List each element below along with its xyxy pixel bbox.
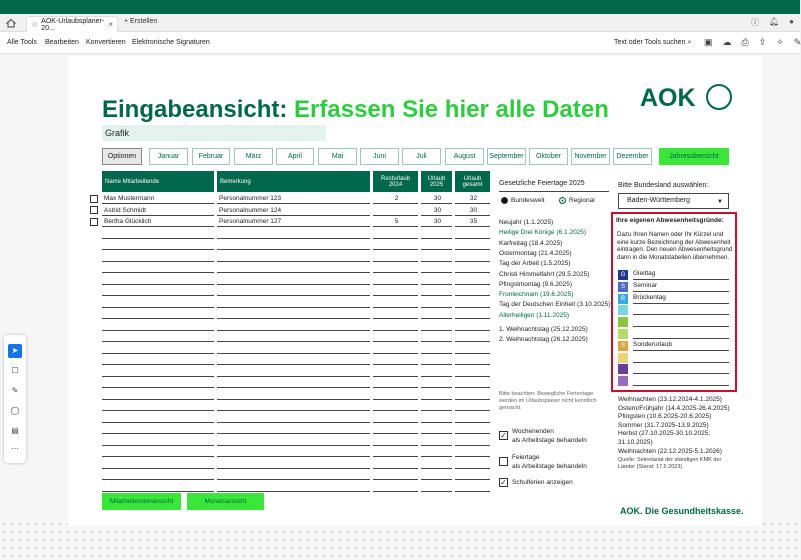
checkbox-holidays-label-2: als Arbeitstage behandeln bbox=[512, 463, 587, 470]
table-row-line[interactable] bbox=[455, 307, 490, 308]
table-row-line[interactable] bbox=[455, 341, 490, 342]
bundesland-select[interactable] bbox=[618, 193, 729, 209]
pen-icon[interactable]: ✎ bbox=[11, 386, 19, 395]
table-cell-gesamt[interactable]: 35 bbox=[455, 216, 490, 227]
star-icon[interactable]: ☆ bbox=[31, 20, 39, 29]
side-toolbar bbox=[4, 335, 26, 463]
table-row-line[interactable] bbox=[421, 410, 452, 411]
table-row-line[interactable] bbox=[373, 376, 418, 377]
table-row-line[interactable] bbox=[102, 341, 214, 342]
table-row-line[interactable] bbox=[373, 491, 418, 492]
holiday-item: 1. Weihnachtstag (25.12.2025) bbox=[499, 326, 588, 333]
close-icon[interactable]: × bbox=[108, 20, 113, 29]
table-row-line[interactable] bbox=[455, 387, 490, 388]
menu-all-tools[interactable]: Alle Tools bbox=[7, 39, 37, 46]
new-tab-button[interactable]: + Erstellen bbox=[124, 18, 158, 25]
bundesland-value: Baden-Württemberg bbox=[627, 197, 691, 204]
table-row-line[interactable] bbox=[217, 410, 370, 411]
reason-color-swatch: G bbox=[618, 270, 628, 280]
table-row-line[interactable] bbox=[217, 295, 370, 296]
reason-color-swatch: B bbox=[618, 294, 628, 304]
table-row-line[interactable] bbox=[455, 364, 490, 365]
holiday-item: Fronleichnam (19.6.2025) bbox=[499, 291, 574, 299]
table-row-line[interactable] bbox=[217, 491, 370, 492]
table-row-line[interactable] bbox=[421, 479, 452, 480]
table-row-line[interactable] bbox=[421, 341, 452, 342]
table-row-line[interactable] bbox=[102, 410, 214, 411]
reason-input[interactable]: Gleittag bbox=[633, 269, 729, 280]
reason-input[interactable]: Sonderurlaub bbox=[633, 340, 729, 351]
text-edit-icon[interactable]: ▤ bbox=[11, 426, 19, 435]
table-row-line[interactable] bbox=[421, 433, 452, 434]
table-row-line[interactable] bbox=[102, 295, 214, 296]
tab-document[interactable] bbox=[26, 16, 118, 32]
checkbox-holidays[interactable] bbox=[499, 457, 508, 466]
holiday-item: Karfreitag (18.4.2025) bbox=[499, 239, 563, 247]
month-button-april[interactable]: April bbox=[276, 148, 314, 165]
table-row-line[interactable] bbox=[102, 387, 214, 388]
table-row-line[interactable] bbox=[421, 330, 452, 331]
table-row-line[interactable] bbox=[102, 399, 214, 400]
month-button-maerz[interactable]: März bbox=[234, 148, 273, 165]
table-row-line[interactable] bbox=[421, 422, 452, 423]
table-row-line[interactable] bbox=[455, 468, 490, 469]
table-row-line[interactable] bbox=[455, 410, 490, 411]
table-row-line[interactable] bbox=[421, 238, 452, 239]
reason-color-swatch bbox=[618, 317, 628, 327]
table-row-line[interactable] bbox=[373, 422, 418, 423]
table-row-line[interactable] bbox=[102, 456, 214, 457]
table-cell-name[interactable]: Max Mustermann bbox=[102, 193, 214, 204]
table-row-line[interactable] bbox=[102, 468, 214, 469]
tab-bar bbox=[0, 14, 800, 32]
checkbox-school-holidays[interactable]: ✓ bbox=[500, 478, 507, 487]
table-row-line[interactable] bbox=[373, 307, 418, 308]
table-row-line[interactable] bbox=[217, 341, 370, 342]
reason-color-swatch bbox=[618, 353, 628, 363]
table-row-line[interactable] bbox=[102, 445, 214, 446]
table-row-line[interactable] bbox=[373, 479, 418, 480]
holiday-item: Christi Himmelfahrt (29.5.2025) bbox=[499, 270, 590, 278]
table-row-line[interactable] bbox=[455, 330, 490, 331]
school-holiday-item: Sommer (31.7.2025-13.9.2025) bbox=[618, 421, 709, 429]
table-row-line[interactable] bbox=[421, 272, 452, 273]
title-dark: Eingabeansicht: bbox=[102, 96, 288, 123]
aok-tree-icon bbox=[706, 84, 732, 110]
table-cell-name[interactable]: Bertha Glücklich bbox=[102, 216, 214, 227]
holiday-item: Neujahr (1.1.2025) bbox=[499, 219, 554, 226]
table-row-line[interactable] bbox=[421, 399, 452, 400]
table-row-line[interactable] bbox=[421, 468, 452, 469]
school-holiday-item: Ostern/Frühjahr (14.4.2025-26.4.2025) bbox=[618, 404, 730, 412]
table-row-line[interactable] bbox=[217, 238, 370, 239]
upload-icon[interactable]: ☁ bbox=[722, 37, 732, 47]
month-button-september[interactable]: September bbox=[487, 148, 526, 165]
table-cell-gesamt[interactable]: 30 bbox=[455, 205, 490, 216]
table-row-line[interactable] bbox=[455, 353, 490, 354]
more-icon[interactable]: ⋯ bbox=[11, 444, 19, 453]
school-holiday-item: Herbst (27.10.2025-30.10.2025; bbox=[618, 430, 711, 438]
table-row-line[interactable] bbox=[373, 399, 418, 400]
table-row-line[interactable] bbox=[217, 272, 370, 273]
table-row-line[interactable] bbox=[102, 261, 214, 262]
table-row-line[interactable] bbox=[421, 387, 452, 388]
home-icon[interactable] bbox=[6, 18, 16, 28]
reason-input[interactable] bbox=[633, 375, 729, 386]
title-bar bbox=[0, 0, 800, 14]
table-row-line[interactable] bbox=[217, 318, 370, 319]
notification-icon[interactable]: 🔔︎ bbox=[769, 17, 780, 26]
table-row-line[interactable] bbox=[102, 330, 214, 331]
search-tools[interactable] bbox=[614, 39, 691, 47]
chevron-down-icon: ▼ bbox=[717, 199, 723, 205]
table-row-line[interactable] bbox=[217, 399, 370, 400]
table-row-line[interactable] bbox=[102, 353, 214, 354]
table-row-line[interactable] bbox=[373, 295, 418, 296]
table-row-line[interactable] bbox=[421, 249, 452, 250]
reason-input[interactable] bbox=[633, 328, 729, 339]
table-cell-rest[interactable] bbox=[373, 205, 418, 216]
share-icon[interactable]: ⇪ bbox=[758, 37, 767, 47]
header-rest: Resturlaub 2024 bbox=[373, 171, 418, 192]
absence-title: Ihre eigenen Abwesenheitsgründe: bbox=[616, 217, 724, 224]
reason-color-swatch: S bbox=[618, 282, 628, 292]
reason-color-swatch bbox=[618, 376, 628, 386]
new-tab-label: Erstellen bbox=[130, 18, 158, 25]
table-row-line[interactable] bbox=[421, 261, 452, 262]
table-row-line[interactable] bbox=[421, 307, 452, 308]
month-button-juni[interactable]: Juni bbox=[360, 148, 399, 165]
table-row-line[interactable] bbox=[421, 491, 452, 492]
table-row-line[interactable] bbox=[102, 284, 214, 285]
table-row-line[interactable] bbox=[102, 376, 214, 377]
table-row-line[interactable] bbox=[455, 445, 490, 446]
title-green: Erfassen Sie hier alle Daten bbox=[294, 96, 609, 123]
table-row-line[interactable] bbox=[217, 330, 370, 331]
month-button-mai[interactable]: Mai bbox=[318, 148, 357, 165]
school-holiday-item: Weihnachten (23.12.2024-4.1.2025) bbox=[618, 396, 722, 403]
school-holiday-item: Pfingsten (10.6.2025-20.6.2025) bbox=[618, 413, 712, 421]
print-icon[interactable]: ⎙ bbox=[741, 37, 749, 47]
table-row-line[interactable] bbox=[217, 456, 370, 457]
table-row-line[interactable] bbox=[102, 433, 214, 434]
table-row-line[interactable] bbox=[373, 261, 418, 262]
canvas-dots bbox=[0, 520, 800, 560]
radio-dot bbox=[501, 197, 508, 204]
year-overview-button[interactable]: Jahresübersicht bbox=[659, 148, 729, 165]
reason-input[interactable] bbox=[633, 316, 729, 327]
menu-edit[interactable]: Bearbeiten bbox=[45, 39, 79, 46]
holiday-item: Tag der Deutschen Einheit (3.10.2025) bbox=[499, 301, 611, 309]
table-row-line[interactable] bbox=[455, 433, 490, 434]
table-row-line[interactable] bbox=[455, 238, 490, 239]
checkbox-weekends-label-1: Wochenenden bbox=[512, 428, 554, 435]
header-urlaub: Urlaub 2025 bbox=[421, 171, 452, 192]
page-title bbox=[102, 96, 609, 124]
table-row-line[interactable] bbox=[217, 249, 370, 250]
reason-color-swatch bbox=[618, 364, 628, 374]
comment-icon[interactable]: ☐ bbox=[11, 366, 19, 375]
table-row-line[interactable] bbox=[455, 376, 490, 377]
holiday-item: 2. Weihnachtstag (26.12.2025) bbox=[499, 336, 588, 344]
checkbox-weekends[interactable]: ✓ bbox=[500, 431, 507, 440]
table-row-line[interactable] bbox=[217, 261, 370, 262]
lasso-icon[interactable]: ◯ bbox=[10, 406, 20, 415]
checkbox-holidays-label bbox=[512, 453, 587, 471]
table-row-line[interactable] bbox=[217, 387, 370, 388]
month-button-februar[interactable]: Februar bbox=[192, 148, 230, 165]
header-name: Name Mitarbeitende bbox=[102, 171, 214, 192]
table-row-line[interactable] bbox=[217, 353, 370, 354]
holiday-item: Heilige Drei Könige (6.1.2025) bbox=[499, 229, 587, 237]
month-button-oktober[interactable]: Oktober bbox=[529, 148, 568, 165]
row-checkbox[interactable] bbox=[90, 206, 98, 214]
table-row-line[interactable] bbox=[217, 468, 370, 469]
table-row-line[interactable] bbox=[102, 422, 214, 423]
table-row-line[interactable] bbox=[421, 284, 452, 285]
holiday-item: Tag der Arbeit (1.5.2025) bbox=[499, 260, 571, 268]
table-row-line[interactable] bbox=[373, 433, 418, 434]
reason-color-swatch bbox=[618, 329, 628, 339]
radio-bundesweit[interactable] bbox=[501, 197, 545, 204]
table-row-line[interactable] bbox=[455, 318, 490, 319]
table-row-line[interactable] bbox=[217, 445, 370, 446]
source-note: Quelle: Sekretariat der ständigen KMK der Länder (Stand: 17.5.2023) bbox=[618, 457, 722, 470]
table-cell-name[interactable]: Astrid Schmidt bbox=[102, 205, 214, 216]
table-row-line[interactable] bbox=[455, 491, 490, 492]
reason-color-swatch bbox=[618, 305, 628, 315]
help-icon[interactable]: ⓘ bbox=[751, 18, 759, 27]
table-row-line[interactable] bbox=[455, 399, 490, 400]
bundesland-label: Bitte Bundesland auswählen: bbox=[618, 182, 709, 189]
table-row-line[interactable] bbox=[373, 318, 418, 319]
tab-title: AOK-Urlaubsplaner-20... bbox=[41, 17, 105, 32]
table-row-line[interactable] bbox=[421, 376, 452, 377]
table-row-line[interactable] bbox=[455, 261, 490, 262]
table-row-line[interactable] bbox=[455, 272, 490, 273]
month-button-juli[interactable]: Juli bbox=[402, 148, 441, 165]
save-icon[interactable]: ▣ bbox=[704, 37, 713, 47]
table-row-line[interactable] bbox=[373, 410, 418, 411]
checkbox-weekends-label-2: als Arbeitstage behandeln bbox=[512, 437, 587, 444]
holiday-item: Pfingstmontag (9.6.2025) bbox=[499, 280, 572, 288]
header-note: Bemerkung bbox=[217, 171, 370, 192]
table-row-line[interactable] bbox=[421, 353, 452, 354]
table-row-line[interactable] bbox=[102, 307, 214, 308]
table-cell-urlaub[interactable]: 30 bbox=[421, 216, 452, 227]
table-row-line[interactable] bbox=[373, 445, 418, 446]
table-row-line[interactable] bbox=[373, 284, 418, 285]
employee-view-button[interactable]: Mitarbeitendenansicht bbox=[102, 493, 181, 510]
month-button-januar[interactable]: Januar bbox=[149, 148, 188, 165]
table-row-line[interactable] bbox=[455, 422, 490, 423]
holiday-item: Ostermontag (21.4.2025) bbox=[499, 249, 572, 257]
table-cell-rest[interactable]: 5 bbox=[373, 216, 418, 227]
table-row-line[interactable] bbox=[102, 318, 214, 319]
table-row-line[interactable] bbox=[217, 307, 370, 308]
table-row-line[interactable] bbox=[421, 295, 452, 296]
table-row-line[interactable] bbox=[455, 284, 490, 285]
table-row-line[interactable] bbox=[373, 249, 418, 250]
table-row-line[interactable] bbox=[102, 491, 214, 492]
table-cell-rest[interactable]: 2 bbox=[373, 193, 418, 204]
reason-color-swatch: S bbox=[618, 341, 628, 351]
table-row-line[interactable] bbox=[421, 318, 452, 319]
table-row-line[interactable] bbox=[217, 422, 370, 423]
table-row-line[interactable] bbox=[373, 468, 418, 469]
table-row-line[interactable] bbox=[373, 353, 418, 354]
table-row-line[interactable] bbox=[421, 456, 452, 457]
radio-regional-label: Regional bbox=[569, 197, 595, 204]
search-icon: ⌕ bbox=[687, 39, 692, 46]
checkbox-holidays-label-1: Feiertage bbox=[512, 454, 540, 461]
aok-logo: AOK bbox=[640, 84, 696, 112]
month-view-button[interactable]: Monatsansicht bbox=[187, 493, 264, 510]
table-row-line[interactable] bbox=[373, 272, 418, 273]
edit-icon[interactable]: ✎ bbox=[793, 37, 801, 47]
school-holiday-item: 31.10.2025) bbox=[618, 439, 653, 446]
month-button-dezember[interactable]: Dezember bbox=[613, 148, 652, 165]
table-row-line[interactable] bbox=[373, 456, 418, 457]
holidays-title: Gesetzliche Feiertage 2025 bbox=[499, 180, 585, 187]
table-cell-urlaub[interactable]: 30 bbox=[421, 205, 452, 216]
table-row-line[interactable] bbox=[102, 249, 214, 250]
table-row-line[interactable] bbox=[455, 249, 490, 250]
table-row-line[interactable] bbox=[217, 433, 370, 434]
school-holiday-item: Weihnachten (22.12.2025-5.1.2026) bbox=[618, 447, 722, 455]
holidays-note: Bitte beachten: Bewegliche Ferientage werden im Urlaubsplaner nicht kenntlich gemacht. bbox=[499, 391, 597, 411]
month-button-november[interactable]: November bbox=[571, 148, 610, 165]
absence-description: Dazu Ihren Namen oder Ihr Kürzel und eine kurze Bezeichnung der Abwesenheit eintragen. Den neuen Abwesenheitsgrund dann in die Monatstabellen übernehmen. bbox=[617, 231, 733, 261]
table-cell-urlaub[interactable]: 30 bbox=[421, 193, 452, 204]
table-cell-gesamt[interactable]: 32 bbox=[455, 193, 490, 204]
table-row-line[interactable] bbox=[102, 272, 214, 273]
reason-input[interactable] bbox=[633, 304, 729, 315]
table-row-line[interactable] bbox=[102, 238, 214, 239]
grafik-field[interactable]: Grafik bbox=[102, 125, 326, 141]
ai-assistant-icon[interactable]: ✧ bbox=[776, 37, 784, 47]
radio-dot bbox=[559, 197, 566, 204]
table-row-line[interactable] bbox=[217, 284, 370, 285]
checkbox-weekends-label bbox=[512, 427, 587, 445]
slogan: AOK. Die Gesundheitskasse. bbox=[620, 506, 744, 516]
search-label: Text oder Tools suchen bbox=[614, 39, 686, 46]
table-row-line[interactable] bbox=[217, 376, 370, 377]
menu-signatures[interactable]: Elektronische Signaturen bbox=[132, 39, 210, 46]
avatar[interactable]: ● bbox=[789, 17, 794, 26]
menu-convert[interactable]: Konvertieren bbox=[86, 39, 126, 46]
table-row-line[interactable] bbox=[373, 330, 418, 331]
table-row-line[interactable] bbox=[455, 295, 490, 296]
radio-bundesweit-label: Bundesweit bbox=[511, 197, 545, 204]
table-row-line[interactable] bbox=[373, 364, 418, 365]
options-button[interactable]: Optionen bbox=[102, 148, 142, 165]
table-row-line[interactable] bbox=[421, 364, 452, 365]
table-row-line[interactable] bbox=[421, 445, 452, 446]
holiday-item: Allerheiligen (1.11.2025) bbox=[499, 311, 569, 319]
reason-input[interactable] bbox=[633, 352, 729, 363]
table-row-line[interactable] bbox=[102, 479, 214, 480]
reason-input[interactable]: Seminar bbox=[633, 281, 729, 292]
holidays-title-underline bbox=[499, 191, 609, 192]
row-checkbox[interactable] bbox=[90, 195, 98, 203]
reason-input[interactable] bbox=[633, 363, 729, 374]
menu-bar bbox=[0, 32, 800, 54]
table-row-line[interactable] bbox=[217, 364, 370, 365]
table-row-line[interactable] bbox=[455, 456, 490, 457]
table-cell-note[interactable]: Personalnummer 127 bbox=[217, 216, 370, 227]
row-checkbox[interactable] bbox=[90, 218, 98, 226]
radio-regional[interactable] bbox=[559, 197, 595, 204]
month-button-august[interactable]: August bbox=[445, 148, 484, 165]
reason-input[interactable]: Brückentag bbox=[633, 293, 729, 304]
table-row-line[interactable] bbox=[373, 238, 418, 239]
table-cell-note[interactable]: Personalnummer 123 bbox=[217, 193, 370, 204]
table-row-line[interactable] bbox=[102, 364, 214, 365]
table-row-line[interactable] bbox=[217, 479, 370, 480]
header-gesamt: Urlaub gesamt bbox=[455, 171, 490, 192]
table-row-line[interactable] bbox=[455, 479, 490, 480]
table-row-line[interactable] bbox=[373, 341, 418, 342]
select-cursor-icon[interactable]: ➤ bbox=[8, 344, 22, 358]
checkbox-school-holidays-label: Schulferien anzeigen bbox=[512, 479, 573, 486]
table-row-line[interactable] bbox=[373, 387, 418, 388]
table-cell-note[interactable]: Personalnummer 124 bbox=[217, 205, 370, 216]
